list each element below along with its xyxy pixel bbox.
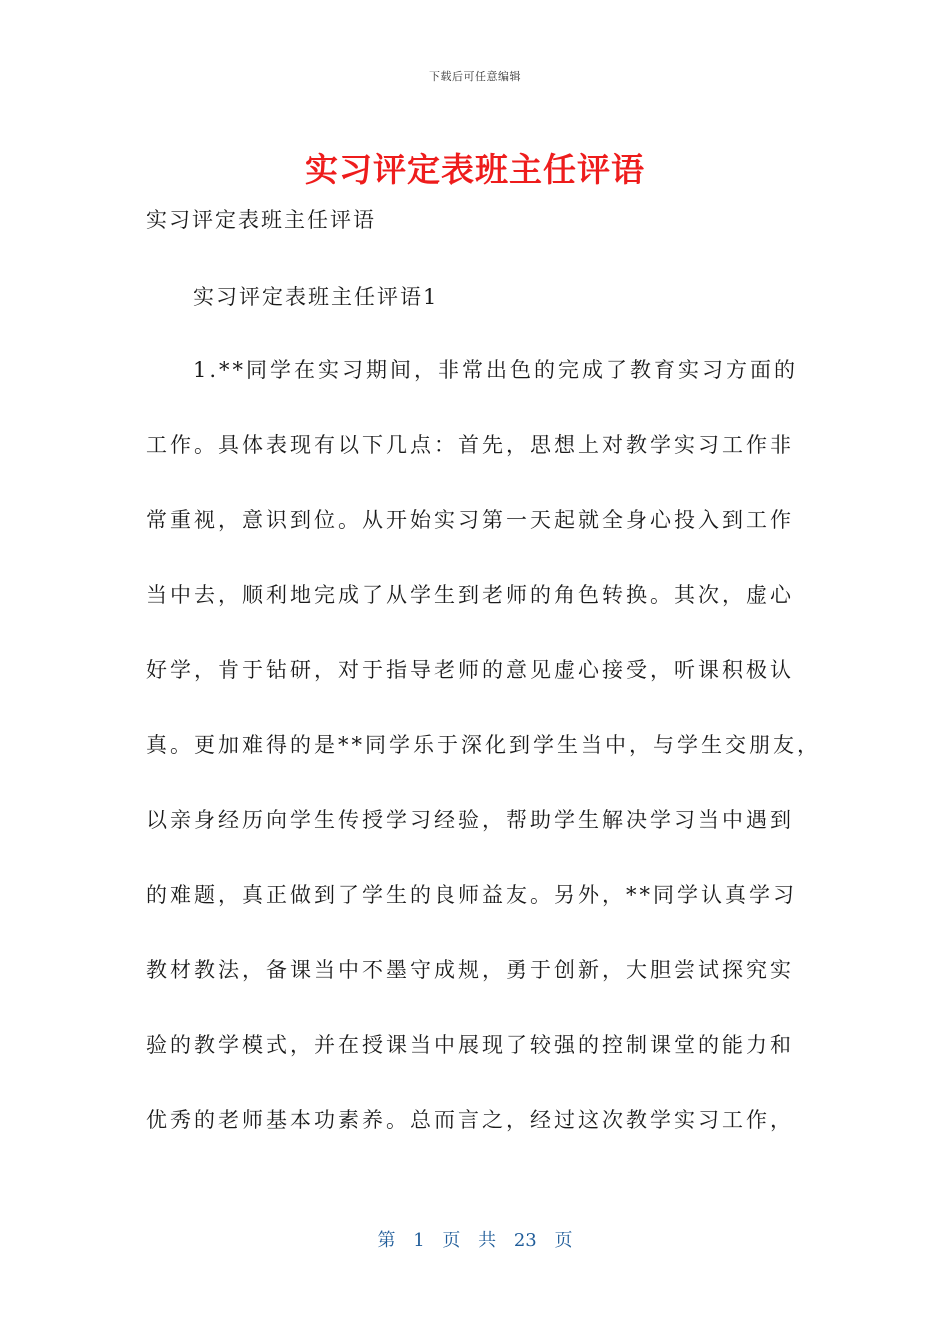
document-title: 实习评定表班主任评语	[305, 150, 645, 189]
paragraph-line: 1.**同学在实习期间，非常出色的完成了教育实习方面的	[193, 358, 799, 382]
section-heading: 实习评定表班主任评语1	[193, 285, 439, 309]
paragraph-line: 验的教学模式，并在授课当中展现了较强的控制课堂的能力和	[146, 1033, 794, 1057]
paragraph-line: 以亲身经历向学生传授学习经验，帮助学生解决学习当中遇到	[146, 808, 794, 832]
page-number-footer: 第 1 页 共 23 页	[377, 1230, 573, 1251]
header-note: 下载后可任意编辑	[429, 70, 521, 83]
paragraph-line: 的难题，真正做到了学生的良师益友。另外，**同学认真学习	[146, 883, 797, 907]
paragraph-line: 当中去，顺利地完成了从学生到老师的角色转换。其次，虚心	[146, 583, 794, 607]
paragraph-line: 教材教法，备课当中不墨守成规，勇于创新，大胆尝试探究实	[146, 958, 794, 982]
paragraph-line: 常重视，意识到位。从开始实习第一天起就全身心投入到工作	[146, 508, 794, 532]
paragraph-line: 真。更加难得的是**同学乐于深化到学生当中，与学生交朋友，	[146, 733, 821, 757]
paragraph-line: 工作。具体表现有以下几点：首先，思想上对教学实习工作非	[146, 433, 794, 457]
body-paragraph	[146, 348, 821, 1173]
paragraph-line: 优秀的老师基本功素养。总而言之，经过这次教学实习工作，	[146, 1108, 794, 1132]
paragraph-line: 好学，肯于钻研，对于指导老师的意见虚心接受，听课积极认	[146, 658, 794, 682]
document-subtitle: 实习评定表班主任评语	[146, 208, 376, 232]
